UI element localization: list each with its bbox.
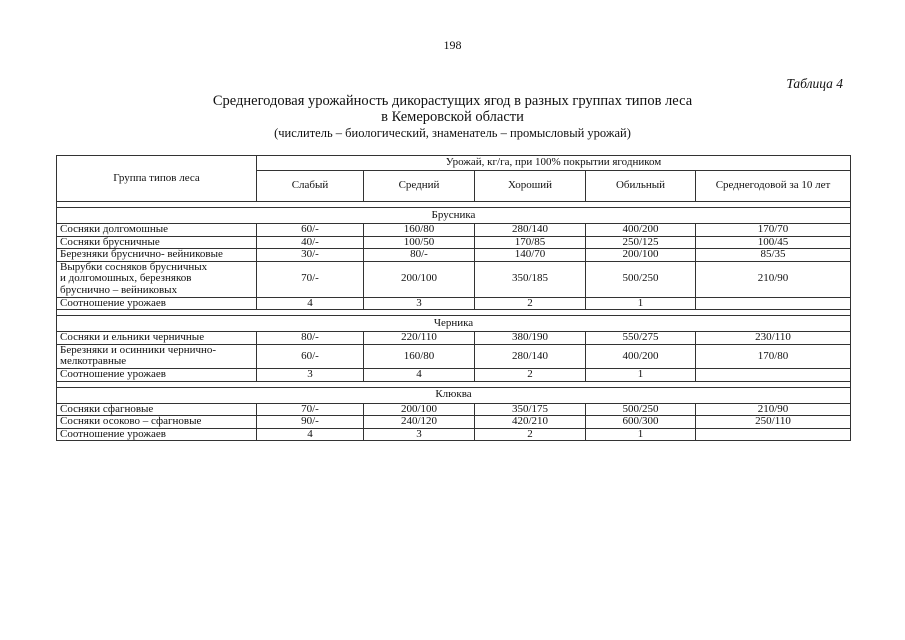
yield-value-cell: 200/100 (586, 249, 696, 262)
section-row (57, 387, 851, 403)
yield-value-cell: 200/100 (364, 261, 475, 297)
yield-value-cell: 85/35 (696, 249, 851, 262)
table-row (57, 428, 851, 441)
yield-value-cell: 250/110 (696, 416, 851, 429)
header-group-cell: Группа типов леса (57, 156, 257, 202)
yield-value-cell: 500/250 (586, 261, 696, 297)
forest-group-line: и долгомошных, березняков (60, 272, 192, 285)
yield-value-cell: 280/140 (475, 344, 586, 368)
forest-group-line: Вырубки сосняков брусничных (60, 260, 208, 273)
table-row (57, 224, 851, 237)
table-row (57, 236, 851, 249)
yield-value-cell (696, 428, 851, 441)
forest-group-cell: Сосняки осоково – сфагновые (57, 416, 257, 429)
section-title: Черника (57, 316, 851, 332)
yield-value-cell: 420/210 (475, 416, 586, 429)
yield-value-cell (696, 297, 851, 310)
table-title-line-1: Среднегодовая урожайность дикорастущих ягод в разных группах типов леса (212, 93, 693, 109)
yield-value-cell: 200/100 (364, 403, 475, 416)
yield-value-cell: 250/125 (586, 236, 696, 249)
yield-value-cell: 350/175 (475, 403, 586, 416)
yield-value-cell: 70/- (257, 261, 364, 297)
yield-value-cell (696, 368, 851, 381)
yield-value-cell: 170/85 (475, 236, 586, 249)
header-column: Слабый (257, 171, 364, 202)
table-row (57, 249, 851, 262)
yield-value-cell: 2 (475, 297, 586, 310)
yield-value-cell: 4 (257, 428, 364, 441)
yield-value-cell: 1 (586, 297, 696, 310)
yield-value-cell: 220/110 (364, 332, 475, 345)
yield-value-cell: 1 (586, 368, 696, 381)
yield-value-cell: 3 (257, 368, 364, 381)
header-column: Среднегодовой за 10 лет (696, 171, 851, 202)
yield-value-cell: 4 (257, 297, 364, 310)
forest-group-line: мелкотравные (60, 355, 127, 368)
yield-value-cell: 80/- (257, 332, 364, 345)
yield-value-cell: 380/190 (475, 332, 586, 345)
forest-group-cell: Сосняки брусничные (57, 236, 257, 249)
header-column: Средний (364, 171, 475, 202)
forest-group-line: Березняки и осинники чернично- (60, 343, 217, 356)
table-row (57, 368, 851, 381)
page-number: 198 (443, 38, 462, 52)
yield-value-cell: 30/- (257, 249, 364, 262)
table-row (57, 403, 851, 416)
yield-value-cell: 160/80 (364, 224, 475, 237)
yield-value-cell: 80/- (364, 249, 475, 262)
yield-value-cell: 90/- (257, 416, 364, 429)
yield-value-cell: 2 (475, 428, 586, 441)
yield-value-cell: 400/200 (586, 344, 696, 368)
yield-table-body (57, 156, 851, 441)
header-row-1 (57, 156, 851, 171)
forest-group-cell (57, 344, 257, 368)
section-row (57, 208, 851, 224)
forest-group-cell: Березняки бруснично- вейниковые (57, 249, 257, 262)
yield-value-cell: 40/- (257, 236, 364, 249)
table-label: Таблица 4 (786, 76, 843, 91)
header-yield-cell: Урожай, кг/га, при 100% покрытии ягодником (257, 156, 851, 171)
title-block (0, 93, 905, 141)
yield-value-cell: 3 (364, 428, 475, 441)
yield-value-cell: 170/70 (696, 224, 851, 237)
yield-value-cell: 100/45 (696, 236, 851, 249)
table-row (57, 344, 851, 368)
yield-value-cell: 230/110 (696, 332, 851, 345)
forest-group-cell: Сосняки долгомошные (57, 224, 257, 237)
yield-value-cell: 140/70 (475, 249, 586, 262)
section-title: Клюква (57, 387, 851, 403)
yield-value-cell: 170/80 (696, 344, 851, 368)
yield-value-cell: 550/275 (586, 332, 696, 345)
yield-value-cell: 1 (586, 428, 696, 441)
yield-value-cell: 210/90 (696, 403, 851, 416)
forest-group-cell: Соотношение урожаев (57, 297, 257, 310)
forest-group-cell: Соотношение урожаев (57, 368, 257, 381)
forest-group-cell (57, 261, 257, 297)
forest-group-cell: Сосняки и ельники черничные (57, 332, 257, 345)
yield-table (56, 155, 851, 441)
section-row (57, 316, 851, 332)
yield-value-cell: 2 (475, 368, 586, 381)
table-row (57, 416, 851, 429)
yield-value-cell: 160/80 (364, 344, 475, 368)
yield-value-cell: 350/185 (475, 261, 586, 297)
forest-group-line: бруснично – вейниковых (60, 283, 178, 296)
yield-value-cell: 400/200 (586, 224, 696, 237)
yield-value-cell: 3 (364, 297, 475, 310)
yield-value-cell: 70/- (257, 403, 364, 416)
yield-value-cell: 4 (364, 368, 475, 381)
table-subtitle: (числитель – биологический, знаменатель – промысловый урожай) (274, 126, 631, 140)
yield-value-cell: 100/50 (364, 236, 475, 249)
yield-value-cell: 240/120 (364, 416, 475, 429)
yield-value-cell: 280/140 (475, 224, 586, 237)
forest-group-cell: Соотношение урожаев (57, 428, 257, 441)
header-column: Хороший (475, 171, 586, 202)
yield-value-cell: 500/250 (586, 403, 696, 416)
header-column: Обильный (586, 171, 696, 202)
table-row (57, 332, 851, 345)
yield-value-cell: 60/- (257, 224, 364, 237)
yield-value-cell: 60/- (257, 344, 364, 368)
table-row (57, 261, 851, 297)
table-title-line-2: в Кемеровской области (381, 109, 524, 125)
yield-value-cell: 600/300 (586, 416, 696, 429)
yield-value-cell: 210/90 (696, 261, 851, 297)
table-row (57, 297, 851, 310)
forest-group-cell: Сосняки сфагновые (57, 403, 257, 416)
section-title: Брусника (57, 208, 851, 224)
